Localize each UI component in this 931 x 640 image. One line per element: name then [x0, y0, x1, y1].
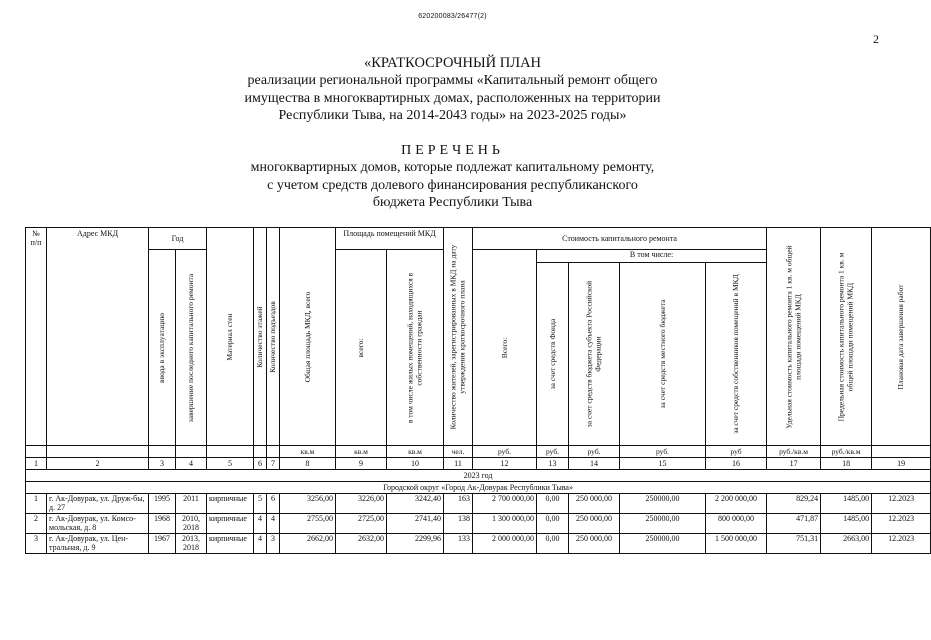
header-cost-total: Всего:: [473, 250, 537, 446]
header-year-commissioning: ввода в эксплуатацию: [149, 250, 176, 446]
row-planned-date: 12.2023: [872, 494, 931, 514]
column-number: 8: [280, 458, 336, 470]
row-cost-total: 2 000 000,00: [473, 534, 537, 554]
header-area-group: Площадь помещений МКД: [336, 228, 444, 250]
list-line: с учетом средств долевого финансирования республиканского: [267, 177, 638, 193]
row-wall-material: кирпичные: [207, 494, 254, 514]
document-number: 620200083/26477(2): [418, 13, 487, 20]
header-address: Адрес МКД: [47, 228, 149, 446]
column-number: 3: [149, 458, 176, 470]
header-max-unit-cost: Предельная стоимость капитального ремонта 1 кв. м общей площади помещений МКД: [821, 228, 872, 446]
column-numbers-row: [26, 458, 931, 470]
row-max-unit-cost: 2663,00: [821, 534, 872, 554]
municipality-label: Городской округ «Город Ак-Довурак Республики Тыва»: [26, 482, 931, 494]
row-area-total: 2632,00: [336, 534, 387, 554]
row-area-total: 2725,00: [336, 514, 387, 534]
header-area-total: всего:: [336, 250, 387, 446]
header-owners: за счет средств собственников помещений в МКД: [706, 262, 767, 445]
page-number: 2: [873, 32, 879, 46]
row-floors: 4: [254, 514, 267, 534]
row-local-budget: 250000,00: [620, 494, 706, 514]
row-total-area: 3256,00: [280, 494, 336, 514]
unit-fund: руб.: [537, 446, 569, 458]
list-title: [150, 142, 755, 212]
row-entrances: 3: [267, 534, 280, 554]
unit-total-area: кв.м: [280, 446, 336, 458]
row-unit-cost: 471,87: [767, 514, 821, 534]
unit-local-budget: руб.: [620, 446, 706, 458]
column-number: 2: [47, 458, 149, 470]
header-subject-budget: за счет средств бюджета субъекта Российской Федерации: [569, 262, 620, 445]
header-area-residential: в том числе жилых помещений, находящихся в собственности граждан: [387, 250, 444, 446]
title-line: реализации региональной программы «Капитальный ремонт общего: [247, 73, 658, 88]
table-row: [26, 534, 931, 554]
year-label: 2023 год: [26, 470, 931, 482]
row-floors: 5: [254, 494, 267, 514]
row-floors: 4: [254, 534, 267, 554]
unit-area-residential: кв.м: [387, 446, 444, 458]
row-address: г. Ак-Довурак, ул. Комсо-мольская, д. 8: [47, 514, 149, 534]
header-num: № п/п: [26, 228, 47, 446]
row-num: 3: [26, 534, 47, 554]
row-num: 1: [26, 494, 47, 514]
row-area-residential: 2741,40: [387, 514, 444, 534]
column-number: 13: [537, 458, 569, 470]
header-year-last-repair: завершение последнего капитального ремонта: [176, 250, 207, 446]
row-wall-material: кирпичные: [207, 534, 254, 554]
header-year-group: Год: [149, 228, 207, 250]
column-number: 1: [26, 458, 47, 470]
unit-residents: чел.: [444, 446, 473, 458]
row-total-area: 2755,00: [280, 514, 336, 534]
header-row-top: [26, 228, 931, 250]
row-year-commissioning: 1968: [149, 514, 176, 534]
list-line: многоквартирных домов, которые подлежат капитальному ремонту,: [250, 160, 655, 175]
header-local-budget: за счет средств местного бюджета: [620, 262, 706, 445]
header-total-area: Общая площадь МКД, всего: [280, 228, 336, 446]
column-number: 9: [336, 458, 387, 470]
row-max-unit-cost: 1485,00: [821, 494, 872, 514]
header-residents: Количество жителей, зарегистрированных в МКД на дату утверждения краткосрочного плана: [444, 228, 473, 446]
row-subject-budget: 250 000,00: [569, 534, 620, 554]
title-line: имущества в многоквартирных домах, расположенных на территории: [244, 90, 661, 106]
row-entrances: 4: [267, 514, 280, 534]
row-address: г. Ак-Довурак, ул. Цен-тральная, д. 9: [47, 534, 149, 554]
row-planned-date: 12.2023: [872, 514, 931, 534]
row-year-last-repair: 2011: [176, 494, 207, 514]
column-number: 6: [254, 458, 267, 470]
column-number: 10: [387, 458, 444, 470]
row-max-unit-cost: 1485,00: [821, 514, 872, 534]
column-number: 4: [176, 458, 207, 470]
header-incl: В том числе:: [537, 250, 767, 263]
row-year-last-repair: 2010, 2018: [176, 514, 207, 534]
row-owners: 2 200 000,00: [706, 494, 767, 514]
list-line: бюджета Республики Тыва: [372, 195, 533, 210]
row-address: г. Ак-Довурак, ул. Друж-бы, д. 27: [47, 494, 149, 514]
row-area-residential: 3242,40: [387, 494, 444, 514]
row-wall-material: кирпичные: [207, 514, 254, 534]
header-planned-date: Плановая дата завершения работ: [872, 228, 931, 446]
row-year-commissioning: 1995: [149, 494, 176, 514]
column-number: 15: [620, 458, 706, 470]
row-subject-budget: 250 000,00: [569, 494, 620, 514]
header-entrances: Количество подъездов: [267, 228, 280, 446]
row-local-budget: 250000,00: [620, 534, 706, 554]
row-planned-date: 12.2023: [872, 534, 931, 554]
column-number: 7: [267, 458, 280, 470]
row-cost-total: 2 700 000,00: [473, 494, 537, 514]
row-entrances: 6: [267, 494, 280, 514]
title-line: Республики Тыва, на 2014-2043 годы» на 2023-2025 годы»: [278, 108, 627, 123]
unit-subject-budget: руб.: [569, 446, 620, 458]
row-owners: 800 000,00: [706, 514, 767, 534]
unit-unit-cost: руб./кв.м: [767, 446, 821, 458]
table-row: [26, 494, 931, 514]
units-row: [26, 446, 931, 458]
row-fund: 0,00: [537, 534, 569, 554]
row-residents: 133: [444, 534, 473, 554]
column-number: 17: [767, 458, 821, 470]
header-unit-cost: Удельная стоимость капитального ремонта 1 кв. м общей площади помещений МКД: [767, 228, 821, 446]
column-number: 16: [706, 458, 767, 470]
row-unit-cost: 751,31: [767, 534, 821, 554]
row-local-budget: 250000,00: [620, 514, 706, 534]
list-heading: ПЕРЕЧЕНЬ: [401, 143, 504, 158]
houses-table: [25, 227, 931, 554]
column-number: 12: [473, 458, 537, 470]
header-cost-group: Стоимость капитального ремонта: [473, 228, 767, 250]
column-number: 18: [821, 458, 872, 470]
header-floors: Количество этажей: [254, 228, 267, 446]
table-row: [26, 514, 931, 534]
row-fund: 0,00: [537, 514, 569, 534]
unit-max-unit-cost: руб./кв.м: [821, 446, 872, 458]
column-number: 5: [207, 458, 254, 470]
unit-area-total: кв.м: [336, 446, 387, 458]
row-total-area: 2662,00: [280, 534, 336, 554]
row-residents: 138: [444, 514, 473, 534]
row-num: 2: [26, 514, 47, 534]
header-wall-material: Материал стен: [207, 228, 254, 446]
municipality-row: [26, 482, 931, 494]
unit-owners: руб: [706, 446, 767, 458]
row-subject-budget: 250 000,00: [569, 514, 620, 534]
row-fund: 0,00: [537, 494, 569, 514]
unit-cost-total: руб.: [473, 446, 537, 458]
row-cost-total: 1 300 000,00: [473, 514, 537, 534]
plan-title: [150, 55, 755, 125]
row-owners: 1 500 000,00: [706, 534, 767, 554]
row-residents: 163: [444, 494, 473, 514]
row-unit-cost: 829,24: [767, 494, 821, 514]
column-number: 11: [444, 458, 473, 470]
header-fund: за счет средств Фонда: [537, 262, 569, 445]
column-number: 14: [569, 458, 620, 470]
year-row: [26, 470, 931, 482]
row-year-commissioning: 1967: [149, 534, 176, 554]
row-year-last-repair: 2013, 2018: [176, 534, 207, 554]
row-area-total: 3226,00: [336, 494, 387, 514]
row-area-residential: 2299,96: [387, 534, 444, 554]
title-line: «КРАТКОСРОЧНЫЙ ПЛАН: [363, 55, 542, 71]
column-number: 19: [872, 458, 931, 470]
